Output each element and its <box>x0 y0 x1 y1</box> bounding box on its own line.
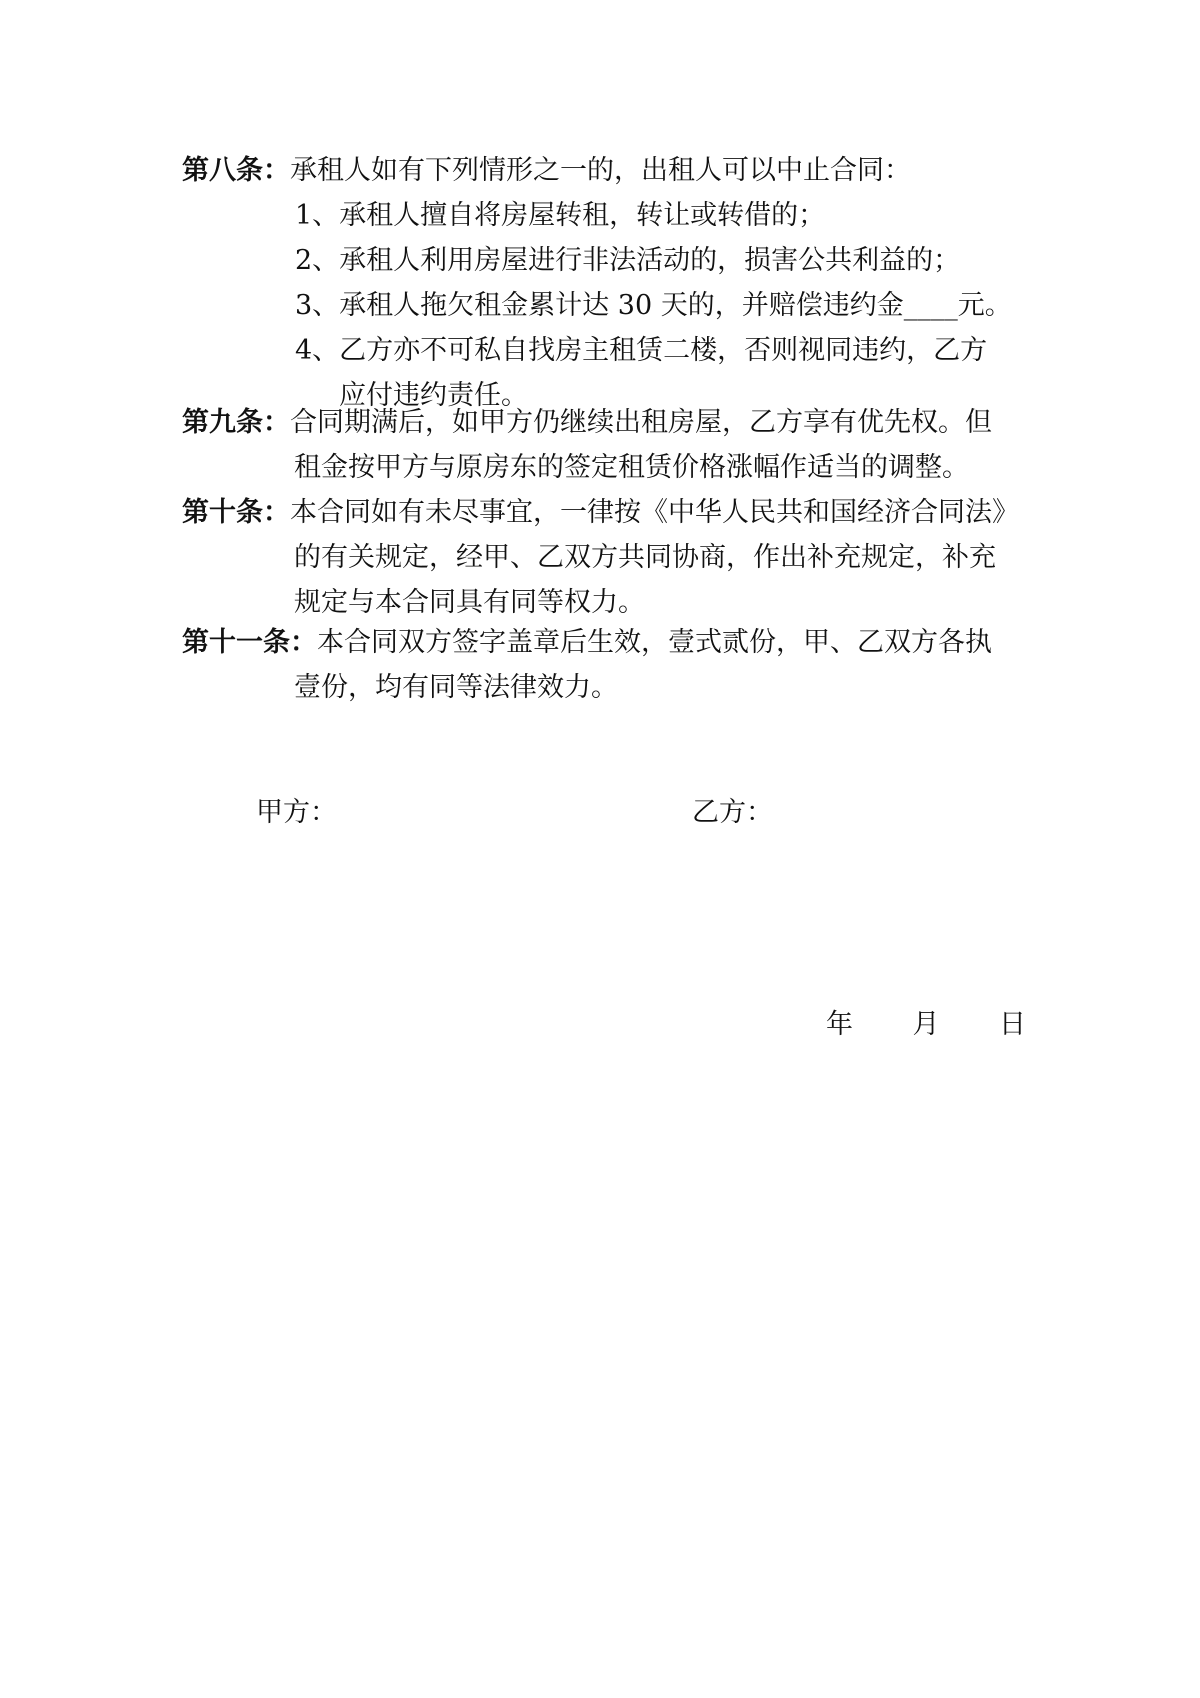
article-11-line-2: 壹份，均有同等法律效力。 <box>294 672 618 703</box>
date-year-label: 年 <box>826 1009 853 1040</box>
date-day-label: 日 <box>999 1009 1026 1040</box>
article-9-line-1: 合同期满后，如甲方仍继续出租房屋，乙方享有优先权。但 <box>290 407 992 438</box>
signing-date <box>826 1002 1026 1047</box>
date-month-label: 月 <box>912 1009 940 1040</box>
article-8-text: 承租人如有下列情形之一的，出租人可以中止合同： <box>290 155 911 186</box>
article-8-item-4-line-1: 4、乙方亦不可私自找房主租赁二楼，否则视同违约，乙方 <box>295 335 988 366</box>
article-9-line-2: 租金按甲方与原房东的签定租赁价格涨幅作适当的调整。 <box>294 452 969 483</box>
article-10-heading: 第十条： <box>182 497 290 528</box>
article-9-first-line <box>182 400 1030 445</box>
article-10-line-3: 规定与本合同具有同等权力。 <box>294 587 645 618</box>
article-11-first-line <box>182 620 1030 665</box>
article-8-item-1: 1、承租人擅自将房屋转租，转让或转借的； <box>295 200 826 231</box>
article-8-first-line <box>182 148 1030 193</box>
article-9-heading: 第九条： <box>182 407 290 438</box>
party-a-signature-label: 甲方： <box>256 797 337 828</box>
article-11 <box>182 620 1030 710</box>
article-8-item-2: 2、承租人利用房屋进行非法活动的，损害公共利益的； <box>295 245 961 276</box>
article-8 <box>182 148 1030 418</box>
article-8-item-3: 3、承租人拖欠租金累计达 30 天的，并赔偿违约金____元。 <box>295 290 1012 321</box>
article-10-line-2: 的有关规定，经甲、乙双方共同协商，作出补充规定，补充 <box>294 542 996 573</box>
article-8-item-4-line-2: 应付违约责任。 <box>339 380 528 411</box>
article-10-first-line <box>182 490 1030 535</box>
article-11-line-1: 本合同双方签字盖章后生效，壹式贰份，甲、乙双方各执 <box>317 627 992 658</box>
party-b-signature-label: 乙方： <box>692 797 773 828</box>
article-10 <box>182 490 1030 625</box>
article-9 <box>182 400 1030 490</box>
article-8-heading: 第八条： <box>182 155 290 186</box>
article-11-heading: 第十一条： <box>182 627 317 658</box>
article-8-items <box>295 193 1030 418</box>
article-10-line-1: 本合同如有未尽事宜，一律按《中华人民共和国经济合同法》 <box>290 497 1019 528</box>
